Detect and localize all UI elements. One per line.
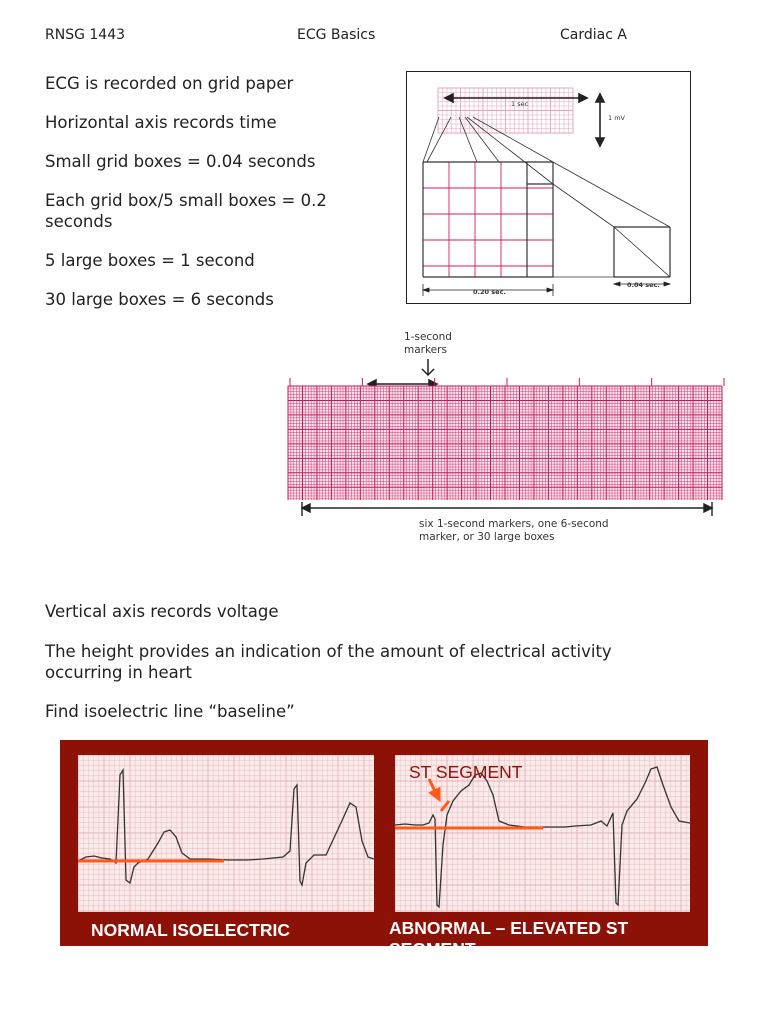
abnormal-ecg-svg [395,755,690,912]
label-bottom-line1: six 1-second markers, one 6-second [419,518,609,530]
normal-ecg-trace [78,770,374,885]
caption-abnormal: ABNORMAL – ELEVATED ST SEGMENT [389,918,629,959]
text-thirty-large: 30 large boxes = 6 seconds [45,290,274,309]
st-pointer-arrow [429,779,449,811]
text-isoelectric: Find isoelectric line “baseline” [45,702,295,721]
small-box-diagonal [614,227,670,277]
st-segment-label: ST SEGMENT [409,762,523,782]
label-020-sec: 0.20 sec. [473,288,506,296]
header-unit: Cardiac A [560,27,627,43]
six-second-arrow [302,502,712,516]
abnormal-ecg-panel [395,755,690,912]
second-markers [290,378,724,386]
one-mv-arrow [596,94,604,146]
ecg-grid-zoom-svg [407,72,690,303]
top-grid-strip [438,88,573,133]
text-grid-paper: ECG is recorded on grid paper [45,74,294,93]
caption-normal: NORMAL ISOELECTRIC [91,920,290,940]
st-segment-figure [60,740,708,959]
label-bottom-line2: marker, or 30 large boxes [419,531,555,543]
ecg-grid-zoom-figure [406,71,691,304]
ecg-strip-figure [280,326,730,548]
text-vertical-axis: Vertical axis records voltage [45,602,279,621]
header-course: RNSG 1443 [45,27,126,43]
text-horizontal-axis: Horizontal axis records time [45,113,277,132]
text-small-boxes: Small grid boxes = 0.04 seconds [45,152,316,171]
normal-ecg-panel [78,755,374,912]
text-five-large: 5 large boxes = 1 second [45,251,255,270]
label-1-mv: 1 mV [608,114,625,122]
marker-down-arrow [422,359,434,375]
text-height-indication: The height provides an indication of the amount of electrical activity occurring in heart [45,642,612,682]
label-marker-line2: markers [404,344,447,356]
enlarged-large-box [423,162,553,277]
label-1-sec: 1 sec [511,100,529,108]
enlarged-small-box [614,227,670,277]
label-marker-line1: 1-second [404,331,452,343]
header-topic: ECG Basics [297,27,376,43]
zoom-connector-lines [423,117,670,277]
text-grid-box: Each grid box/5 small boxes = 0.2 seconds [45,191,327,231]
label-004-sec: 0.04 sec. [627,281,660,289]
normal-ecg-svg [78,755,374,912]
